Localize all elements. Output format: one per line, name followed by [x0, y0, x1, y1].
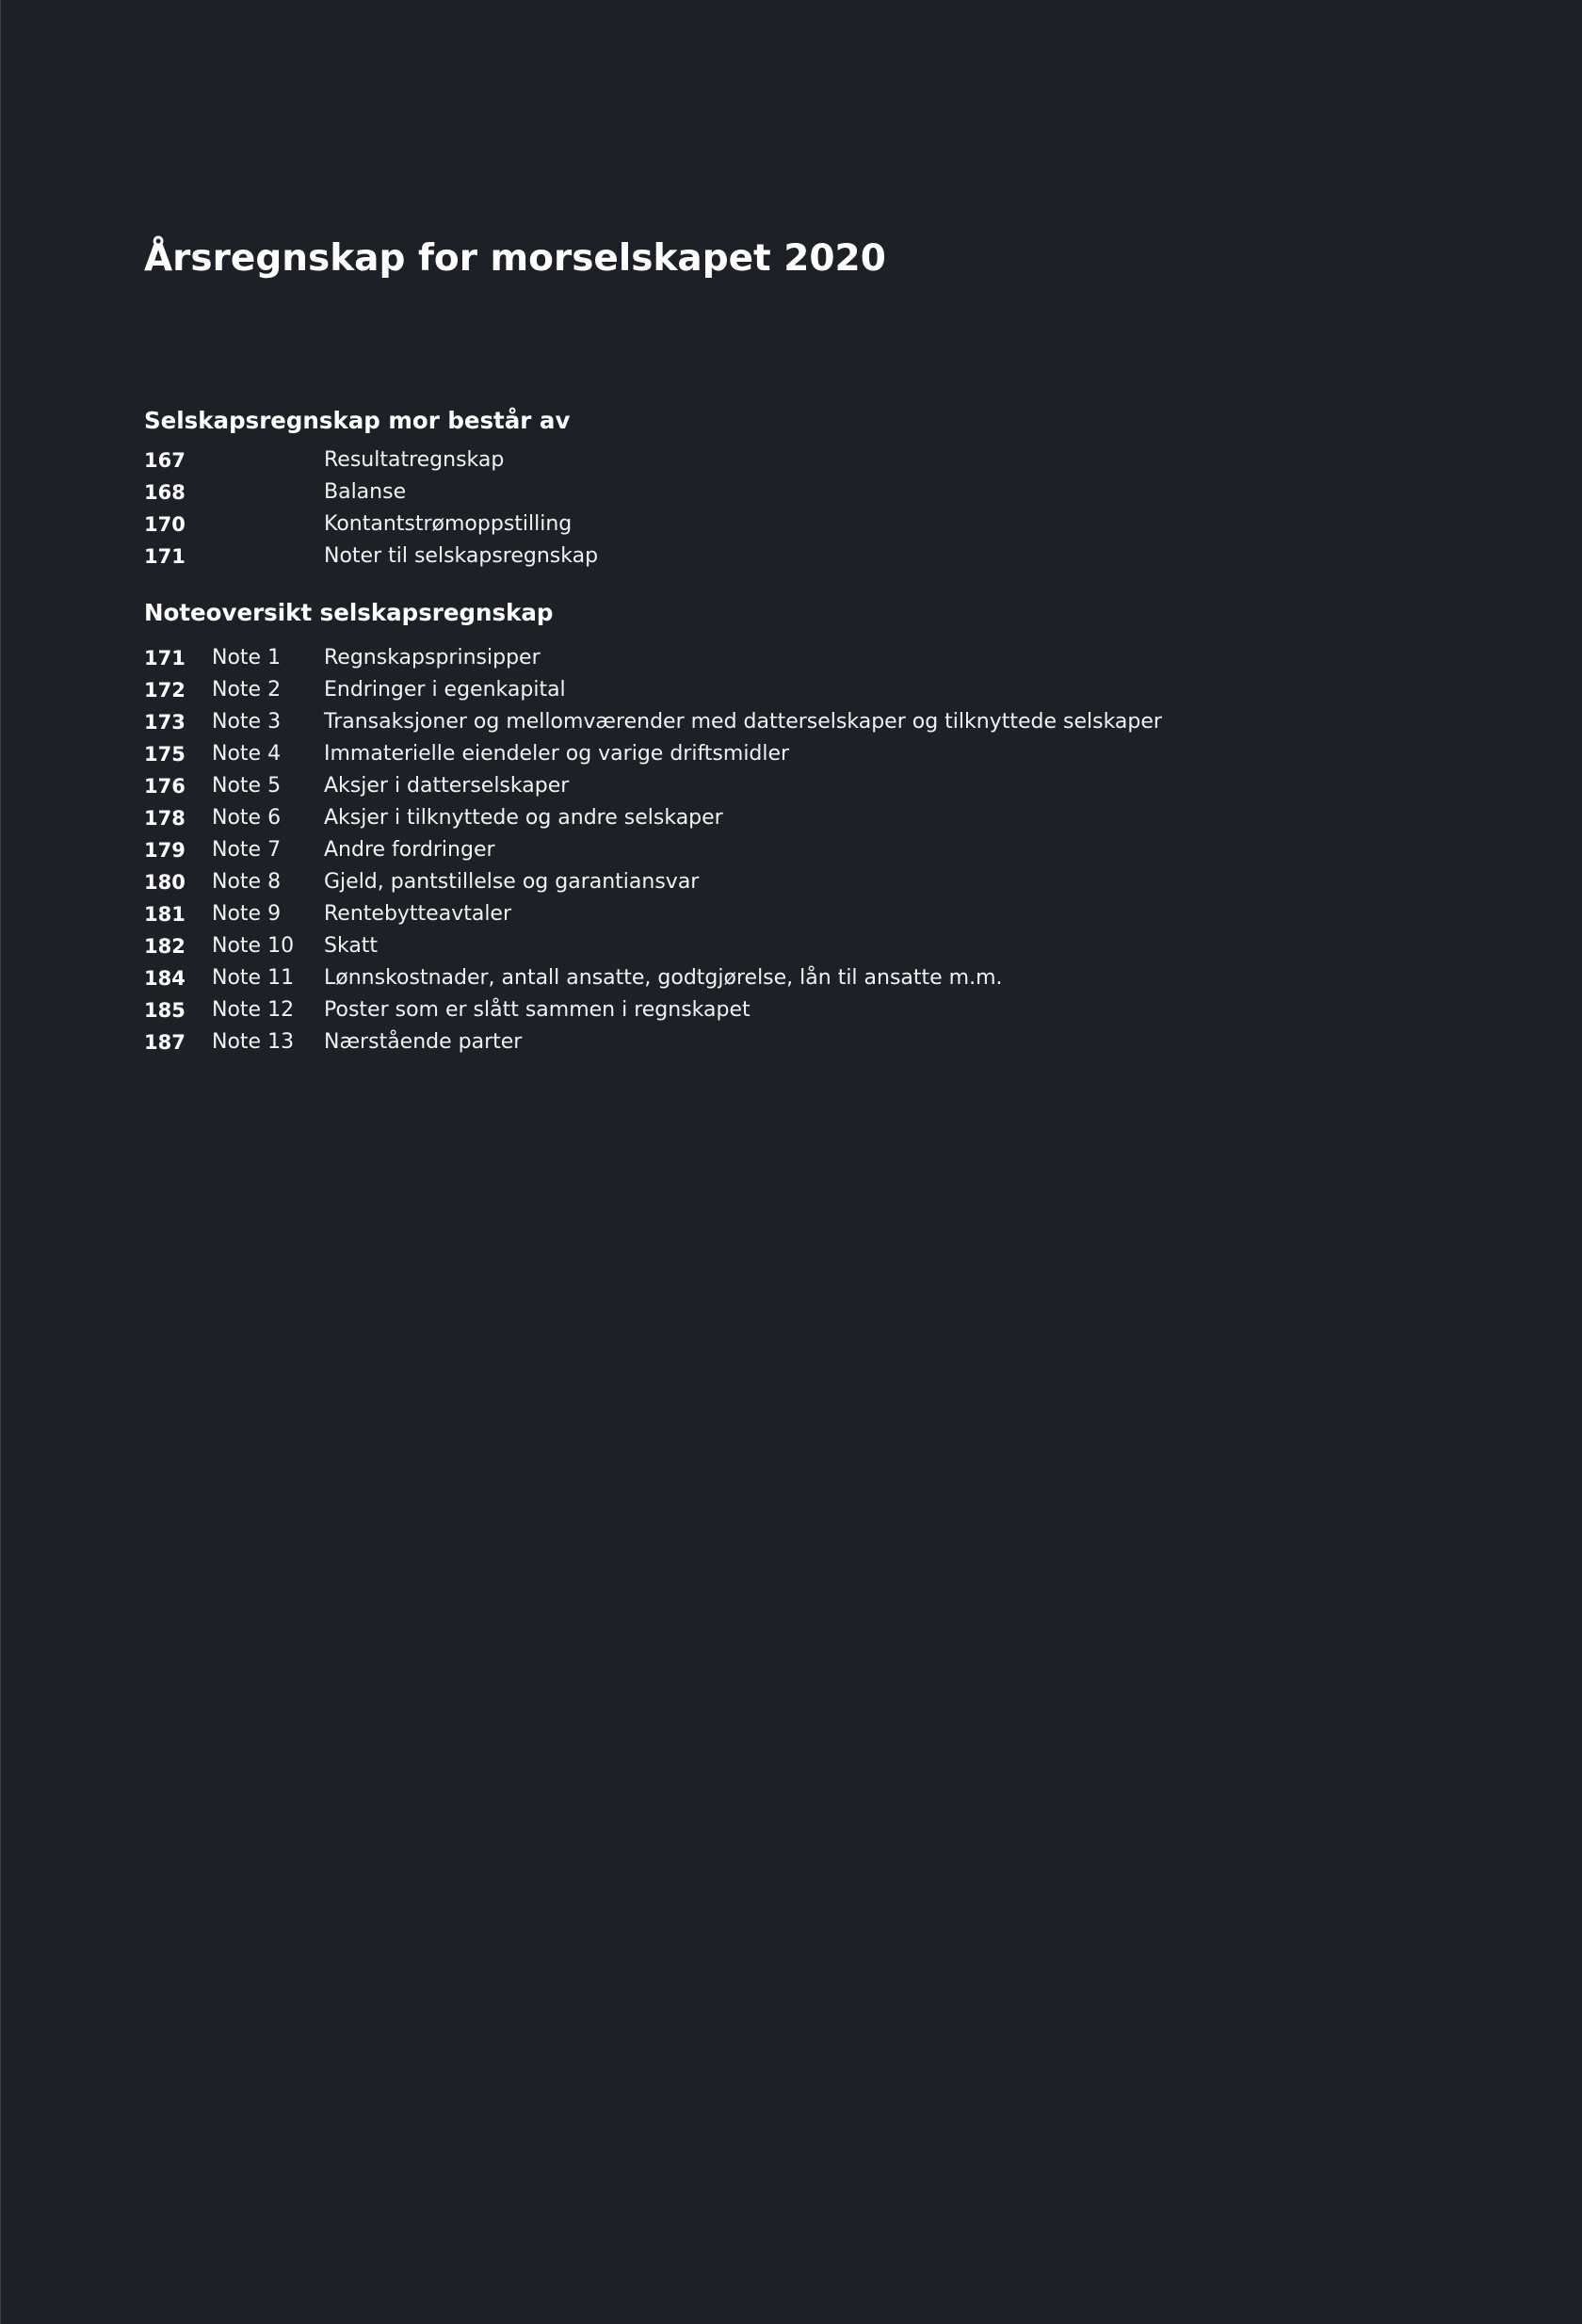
item-label: Balanse	[324, 480, 407, 504]
list-item[interactable]	[144, 674, 566, 706]
item-label: Resultatregnskap	[324, 448, 505, 472]
item-label: Aksjer i tilknyttede og andre selskaper	[324, 806, 723, 830]
item-label: Nærstående parter	[324, 1030, 523, 1054]
item-label: Poster som er slått sammen i regnskapet	[324, 998, 751, 1022]
note-number: Note 11	[212, 966, 295, 990]
page-number: 172	[144, 679, 186, 702]
list-item[interactable]	[144, 642, 553, 674]
page-number: 175	[144, 743, 186, 766]
page-number: 170	[144, 513, 186, 536]
note-number: Note 3	[212, 710, 282, 734]
item-label: Immaterielle eiendeler og varige driftsmidler	[324, 742, 790, 766]
item-label: Rentebytteavtaler	[324, 902, 512, 926]
page-number: 168	[144, 481, 186, 504]
item-label: Transaksjoner og mellomværender med datterselskaper og tilknyttede selskaper	[324, 710, 1162, 734]
notes-heading: Noteoversikt selskapsregnskap	[144, 599, 554, 626]
item-label: Skatt	[324, 934, 379, 958]
note-number: Note 13	[212, 1030, 295, 1054]
item-label: Noter til selskapsregnskap	[324, 544, 599, 568]
item-label: Regnskapsprinsipper	[324, 646, 541, 670]
page-number: 180	[144, 871, 186, 894]
list-item[interactable]	[144, 930, 553, 962]
note-number: Note 8	[212, 870, 282, 894]
page-number: 171	[144, 647, 186, 670]
page-number: 181	[144, 903, 186, 926]
note-number: Note 2	[212, 678, 282, 702]
contents-heading: Selskapsregnskap mor består av	[144, 407, 571, 434]
list-item[interactable]	[144, 706, 1162, 738]
list-item[interactable]	[144, 444, 570, 476]
list-item[interactable]	[144, 962, 1003, 994]
note-number: Note 4	[212, 742, 282, 766]
list-item[interactable]	[144, 802, 723, 834]
note-number: Note 12	[212, 998, 295, 1022]
list-item[interactable]	[144, 541, 599, 573]
list-item[interactable]	[144, 476, 570, 508]
note-number: Note 6	[212, 806, 282, 830]
item-label: Kontantstrømoppstilling	[324, 512, 573, 536]
item-label: Gjeld, pantstillelse og garantiansvar	[324, 870, 700, 894]
list-item[interactable]	[144, 898, 553, 930]
page-number: 179	[144, 839, 186, 862]
list-item[interactable]	[144, 994, 751, 1026]
notes-list	[144, 642, 1162, 1058]
contents-section	[144, 405, 599, 573]
page-number: 171	[144, 545, 186, 568]
page-number: 167	[144, 449, 186, 472]
note-number: Note 1	[212, 646, 282, 670]
page-number: 173	[144, 711, 186, 734]
list-item[interactable]	[144, 866, 700, 898]
list-item[interactable]	[144, 770, 570, 802]
note-number: Note 9	[212, 902, 282, 926]
list-item[interactable]	[144, 508, 573, 541]
item-label: Aksjer i datterselskaper	[324, 774, 570, 798]
notes-section	[144, 597, 1162, 1058]
list-item[interactable]	[144, 1026, 553, 1058]
page-number: 178	[144, 807, 186, 830]
note-number: Note 7	[212, 838, 282, 862]
item-label: Andre fordringer	[324, 838, 495, 862]
page-number: 187	[144, 1031, 186, 1054]
contents-list	[144, 444, 599, 573]
list-item[interactable]	[144, 738, 790, 770]
page-number: 182	[144, 935, 186, 958]
page-title: Årsregnskap for morselskapet 2020	[144, 237, 886, 281]
page-number: 176	[144, 775, 186, 798]
item-label: Lønnskostnader, antall ansatte, godtgjørelse, lån til ansatte m.m.	[324, 966, 1003, 990]
page-number: 184	[144, 967, 186, 990]
note-number: Note 10	[212, 934, 295, 958]
list-item[interactable]	[144, 834, 553, 866]
note-number: Note 5	[212, 774, 282, 798]
page-number: 185	[144, 999, 186, 1022]
item-label: Endringer i egenkapital	[324, 678, 566, 702]
